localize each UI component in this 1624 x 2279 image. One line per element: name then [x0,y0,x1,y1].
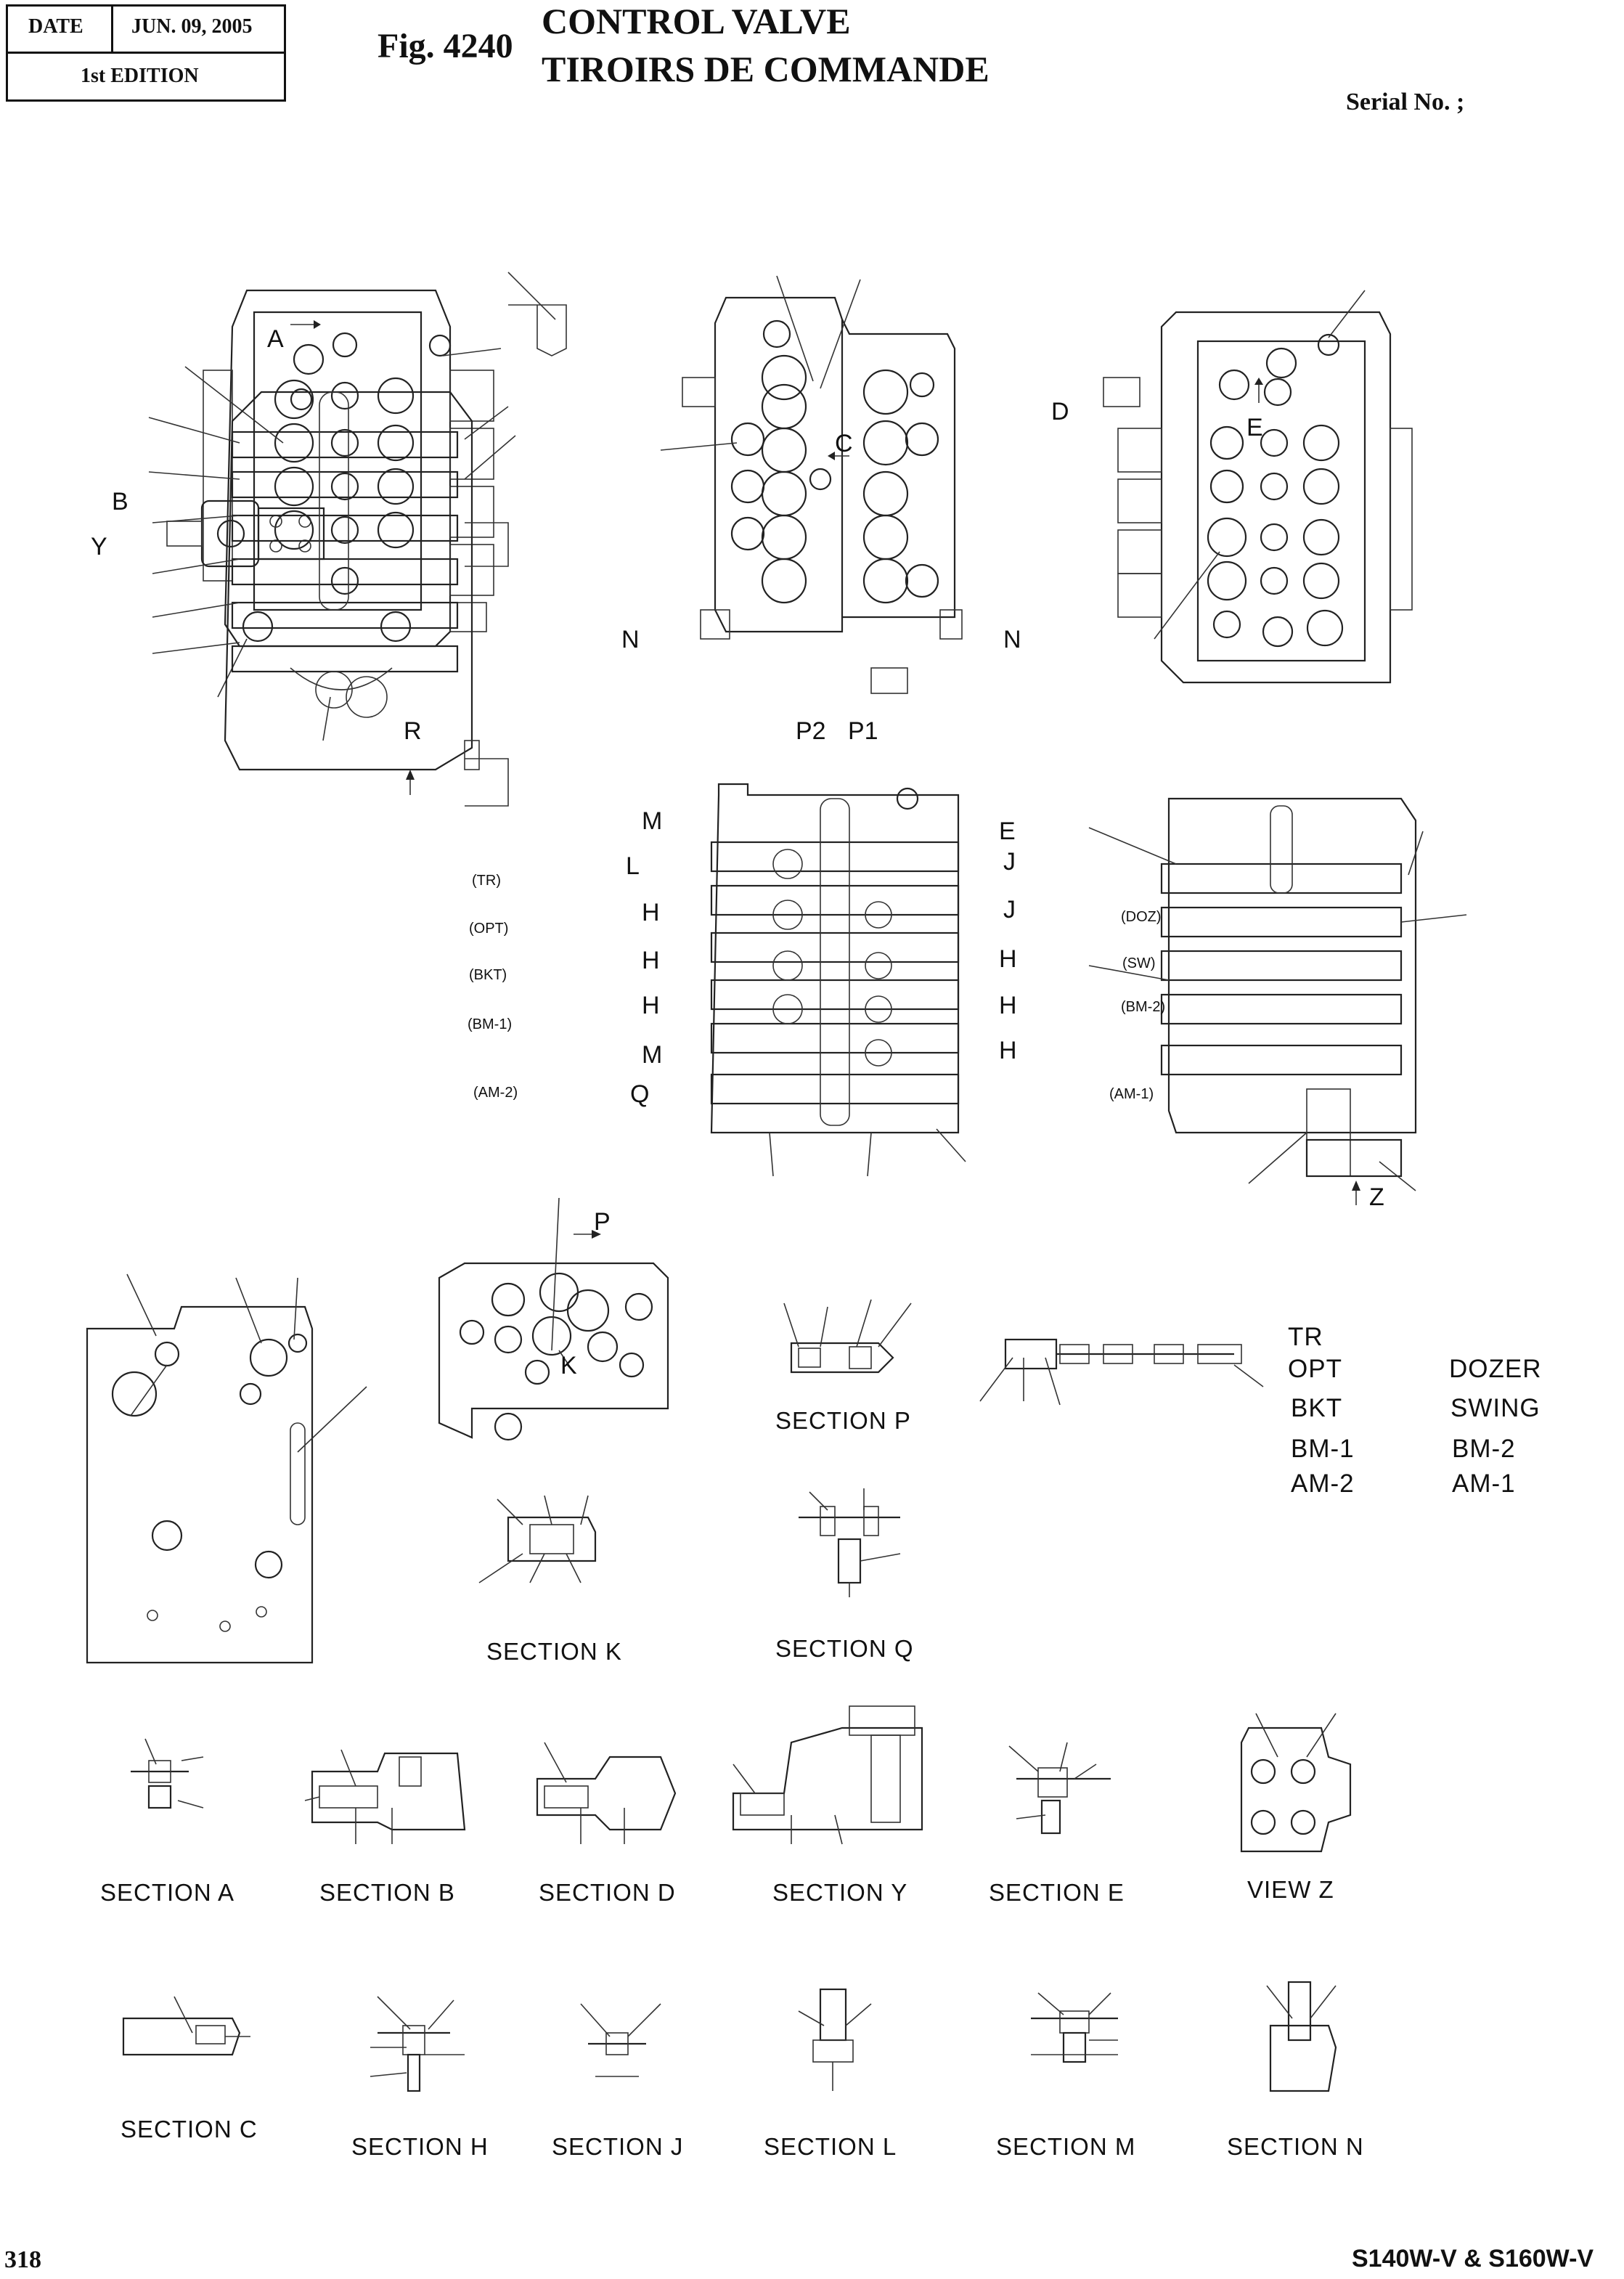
section-c-drawing [123,1997,250,2055]
callout-h-2: H [642,947,660,974]
section-m-drawing [1031,1993,1118,2062]
callout-h-4: H [999,945,1017,973]
section-k-drawing [479,1496,595,1583]
legend-bkt: BKT [1291,1394,1343,1422]
section-h-drawing [370,1997,465,2091]
legend-am1: AM-1 [1452,1469,1516,1498]
legend-am2: AM-2 [1291,1469,1355,1498]
section-e-title: SECTION E [989,1879,1125,1906]
callout-n-left: N [621,626,640,653]
callout-m-lower: M [642,1041,663,1069]
callout-p2: P2 [796,717,826,745]
section-b-drawing [305,1750,465,1844]
page-number: 318 [4,2246,41,2273]
callout-b: B [112,488,128,515]
legend-tr: TR [1288,1323,1323,1351]
callout-d: D [1051,398,1069,425]
callout-c: C [835,430,853,457]
section-c-title: SECTION C [121,2116,258,2143]
section-a-title: SECTION A [100,1879,235,1906]
section-a-drawing [131,1739,203,1808]
spool-tag-opt: (OPT) [469,921,509,937]
callout-m-upper: M [642,807,663,835]
callout-e: E [1246,414,1263,441]
spool-tag-bm2: (BM-2) [1121,999,1166,1015]
section-j-title: SECTION J [552,2133,684,2160]
spool-tag-tr: (TR) [472,873,501,889]
spool-tag-am1: (AM-1) [1109,1086,1154,1102]
section-y-title: SECTION Y [772,1879,908,1906]
section-n-title: SECTION N [1227,2133,1364,2160]
callout-p1: P1 [848,717,878,745]
valve-view-center [661,276,962,693]
callout-a: A [267,325,284,353]
serial-number: Serial No. ; [1346,89,1465,115]
section-y-drawing [733,1706,922,1844]
callout-l: L [626,852,640,880]
model-name: S140W-V & S160W-V [1352,2245,1594,2272]
callout-q: Q [630,1080,650,1108]
date-value: JUN. 09, 2005 [131,15,253,38]
section-q-drawing [799,1488,900,1597]
date-label: DATE [28,15,83,38]
figure-number: Fig. 4240 [378,27,513,65]
title-en: CONTROL VALVE [542,1,851,41]
section-e-drawing [1009,1742,1111,1833]
callout-h-3: H [642,992,660,1019]
section-j-drawing [581,2004,661,2076]
callout-e-right: E [999,818,1016,845]
legend-bm2: BM-2 [1452,1435,1516,1463]
valve-top-view [439,1198,668,1440]
callout-h-1: H [642,899,660,926]
side-plate-view [87,1274,367,1663]
valve-view-right [1103,290,1412,682]
edition-label: 1st EDITION [81,65,199,87]
section-k-title: SECTION K [486,1638,622,1665]
legend-dozer: DOZER [1449,1355,1542,1383]
spool-tag-doz: (DOZ) [1121,909,1162,925]
spool-drawing [980,1340,1263,1405]
callout-p: P [594,1208,611,1236]
section-h-title: SECTION H [351,2133,489,2160]
section-view-center [711,784,966,1176]
callout-n-right: N [1003,626,1021,653]
section-n-drawing [1267,1982,1336,2091]
section-m-title: SECTION M [996,2133,1136,2160]
callout-r: R [404,717,422,745]
callout-j-1: J [1003,848,1016,876]
view-z-drawing [1241,1713,1350,1851]
section-l-title: SECTION L [764,2133,897,2160]
section-b-title: SECTION B [319,1879,455,1906]
section-d-drawing [537,1742,675,1844]
callout-h-5: H [999,992,1017,1019]
callout-z: Z [1369,1183,1384,1211]
legend-bm1: BM-1 [1291,1435,1355,1463]
legend-opt: OPT [1288,1355,1342,1383]
section-p-title: SECTION P [775,1407,911,1434]
section-p-drawing [784,1300,911,1372]
title-fr: TIROIRS DE COMMANDE [542,49,990,89]
spool-tag-sw: (SW) [1122,955,1156,971]
callout-k: K [560,1352,577,1379]
legend-swing: SWING [1450,1394,1541,1422]
view-z-title: VIEW Z [1247,1876,1334,1903]
spool-tag-bm1: (BM-1) [468,1016,513,1032]
section-d-title: SECTION D [539,1879,676,1906]
callout-j-2: J [1003,896,1016,924]
callout-y: Y [91,533,107,560]
spool-tag-am2: (AM-2) [473,1085,518,1101]
callout-h-6: H [999,1037,1017,1064]
spool-tag-bkt: (BKT) [469,967,507,983]
section-q-title: SECTION Q [775,1635,914,1662]
section-l-drawing [799,1989,871,2091]
